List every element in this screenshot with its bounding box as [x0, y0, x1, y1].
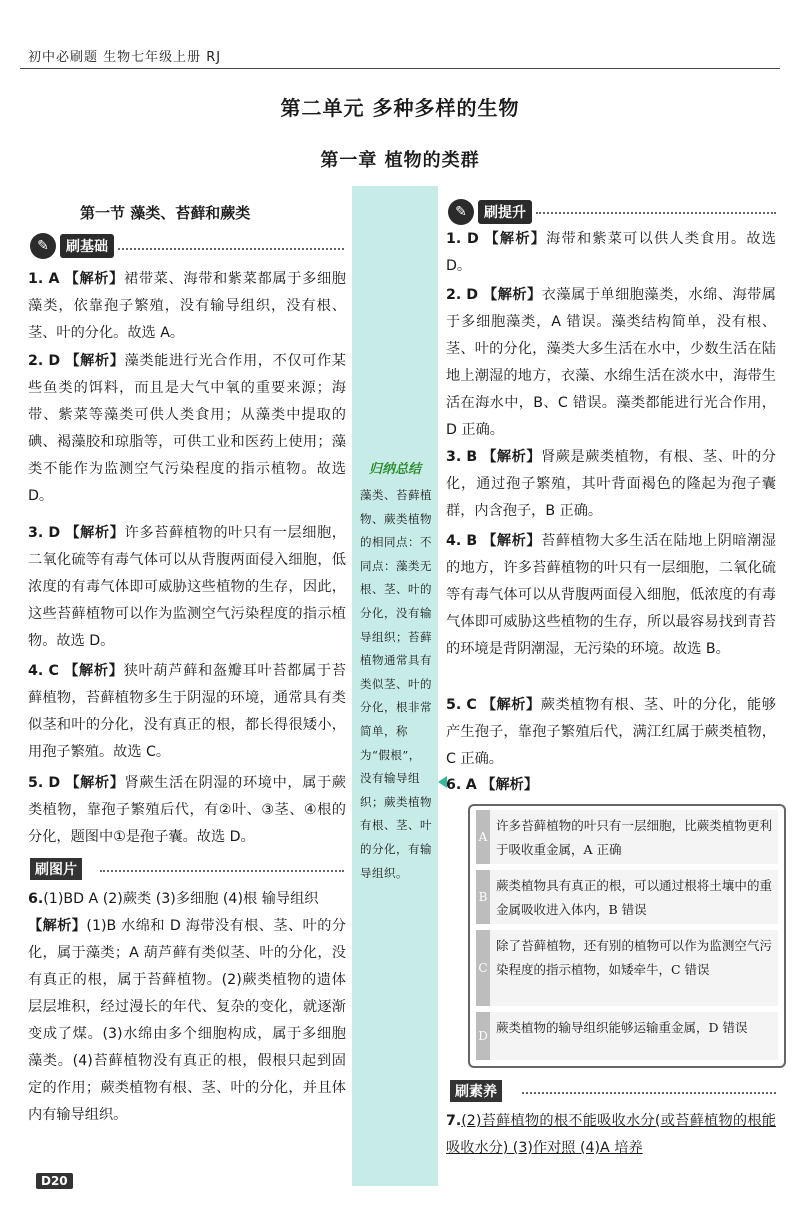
right-question-3: 3. B 【解析】肾蕨是蕨类植物，有根、茎、叶的分化，通过孢子繁殖，其叶背面褐色的隆起为孢子囊群，内含孢子，B 正确。: [446, 449, 776, 519]
picture-badge: 刷图片: [30, 858, 82, 880]
pencil-icon: ✎: [448, 199, 474, 225]
basic-badge-label: 刷基础: [60, 234, 114, 258]
pencil-icon: ✎: [30, 233, 56, 259]
section-title: 第一节 藻类、苔藓和蕨类: [80, 204, 251, 222]
divider-dots: [536, 212, 776, 214]
left-question-4: 4. C 【解析】狭叶葫芦藓和盔瓣耳叶苔都属于苔藓植物，苔藓植物多生于阴湿的环境，通常具有类似茎和叶的分化，没有真正的根，都长得很矮小，用孢子繁殖。故选 C。: [28, 663, 346, 760]
left-question-6: 6.(1)BD A (2)蕨类 (3)多细胞 (4)根 输导组织 【解析】(1)B 水绵和 D 海带没有根、茎、叶的分化，属于藻类；A 葫芦藓有类似茎、叶的分化，没有真正的根，属于苔藓植物。(2)蕨类植物的遗体层层堆积，经过漫长的年代、复杂的变化，就逐渐变成了煤。(3)水绵由多个细胞构成，属于多细胞藻类。(4)苔藓植物没有真正的根，假根只起到固定的作用；蕨类植物有根、茎、叶的分化，并且体内有输导组织。: [28, 891, 346, 1123]
option-row-c: C 除了苔藓植物，还有别的植物可以作为监测空气污染程度的指示植物，如矮牵牛，C 错误: [476, 930, 778, 1006]
left-question-1: 1. A 【解析】裙带菜、海带和紫菜都属于多细胞藻类，依靠孢子繁殖，没有输导组织，没有根、茎、叶的分化。故选 A。: [28, 271, 346, 341]
literacy-badge: 刷素养: [450, 1080, 502, 1102]
left-question-5: 5. D 【解析】肾蕨生活在阴湿的环境中，属于蕨类植物，靠孢子繁殖后代，有②叶、③茎、④根的分化，题图中①是孢子囊。故选 D。: [28, 775, 346, 845]
summary-text: 藻类、苔藓植物、蕨类植物的相同点：不同点：藻类无根、茎、叶的分化，没有输导组织；苔藓植物通常具有类似茎、叶的分化，根非常简单，称为“假根”，没有输导组织；蕨类植物有根、茎、叶的分化，有输导组织。: [360, 488, 432, 880]
left-question-2: 2. D 【解析】藻类能进行光合作用，不仅可作某些鱼类的饵料，而且是大气中氧的重要来源；海带、紫菜等藻类可供人类食用；从藻类中提取的碘、褐藻胶和琼脂等，可供工业和医药上使用；藻类不能作为监测空气污染程度的指示植物。故选 D。: [28, 353, 346, 504]
divider-dots: [522, 1092, 776, 1094]
basic-badge: [30, 232, 114, 260]
option-row-d: D 蕨类植物的输导组织能够运输重金属，D 错误: [476, 1012, 778, 1060]
divider-dots: [118, 248, 344, 250]
right-question-7: 7.(2)苔藓植物的根不能吸收水分(或苔藓植物的根能吸收水分) (3)作对照 (4)A 培养: [446, 1113, 776, 1156]
right-question-5: 5. C 【解析】蕨类植物有根、茎、叶的分化，能够产生孢子，靠孢子繁殖后代，满江红属于蕨类植物，C 正确。: [446, 697, 776, 767]
unit-title: 第二单元 多种多样的生物: [280, 96, 520, 120]
right-question-1: 1. D 【解析】海带和紫菜可以供人类食用。故选 D。: [446, 231, 776, 274]
left-question-3: 3. D 【解析】许多苔藓植物的叶只有一层细胞，二氧化硫等有毒气体可以从背腹两面侵入细胞，低浓度的有毒气体即可威胁这些植物的生存，因此，这些苔藓植物可以作为监测空气污染程度的指示植物。故选 D。: [28, 525, 346, 649]
chapter-title: 第一章 植物的类群: [320, 150, 480, 171]
book-header: 初中必刷题 生物七年级上册 RJ: [28, 50, 222, 65]
right-question-2: 2. D 【解析】衣藻属于单细胞藻类，水绵、海带属于多细胞藻类，A 错误。藻类结构简单，没有根、茎、叶的分化，藻类大多生活在水中，少数生活在陆地上潮湿的地方，衣藻、水绵生活在淡水中，海带生活在海水中，B、C 错误。藻类都能进行光合作用，D 正确。: [446, 287, 776, 438]
divider-dots: [100, 870, 344, 872]
advance-badge: [448, 198, 532, 226]
option-row-a: A 许多苔藓植物的叶只有一层细胞，比蕨类植物更利于吸收重金属，A 正确: [476, 810, 778, 864]
header-divider: [20, 68, 780, 69]
option-row-b: B 蕨类植物具有真正的根，可以通过根将土壤中的重金属吸收进入体内，B 错误: [476, 870, 778, 924]
right-question-6: 6. A 【解析】: [446, 777, 539, 793]
right-question-4: 4. B 【解析】苔藓植物大多生活在陆地上阴暗潮湿的地方，许多苔藓植物的叶只有一层细胞，二氧化硫等有毒气体可以从背腹两面侵入细胞，低浓度的有毒气体即可威胁这些植物的生存，所以最容易找到青苔的环境是背阴潮湿，无污染的环境。故选 B。: [446, 533, 776, 657]
advance-badge-label: 刷提升: [478, 200, 532, 224]
summary-heading: 归纳总结: [368, 462, 421, 477]
page-number: D20: [36, 1173, 73, 1189]
